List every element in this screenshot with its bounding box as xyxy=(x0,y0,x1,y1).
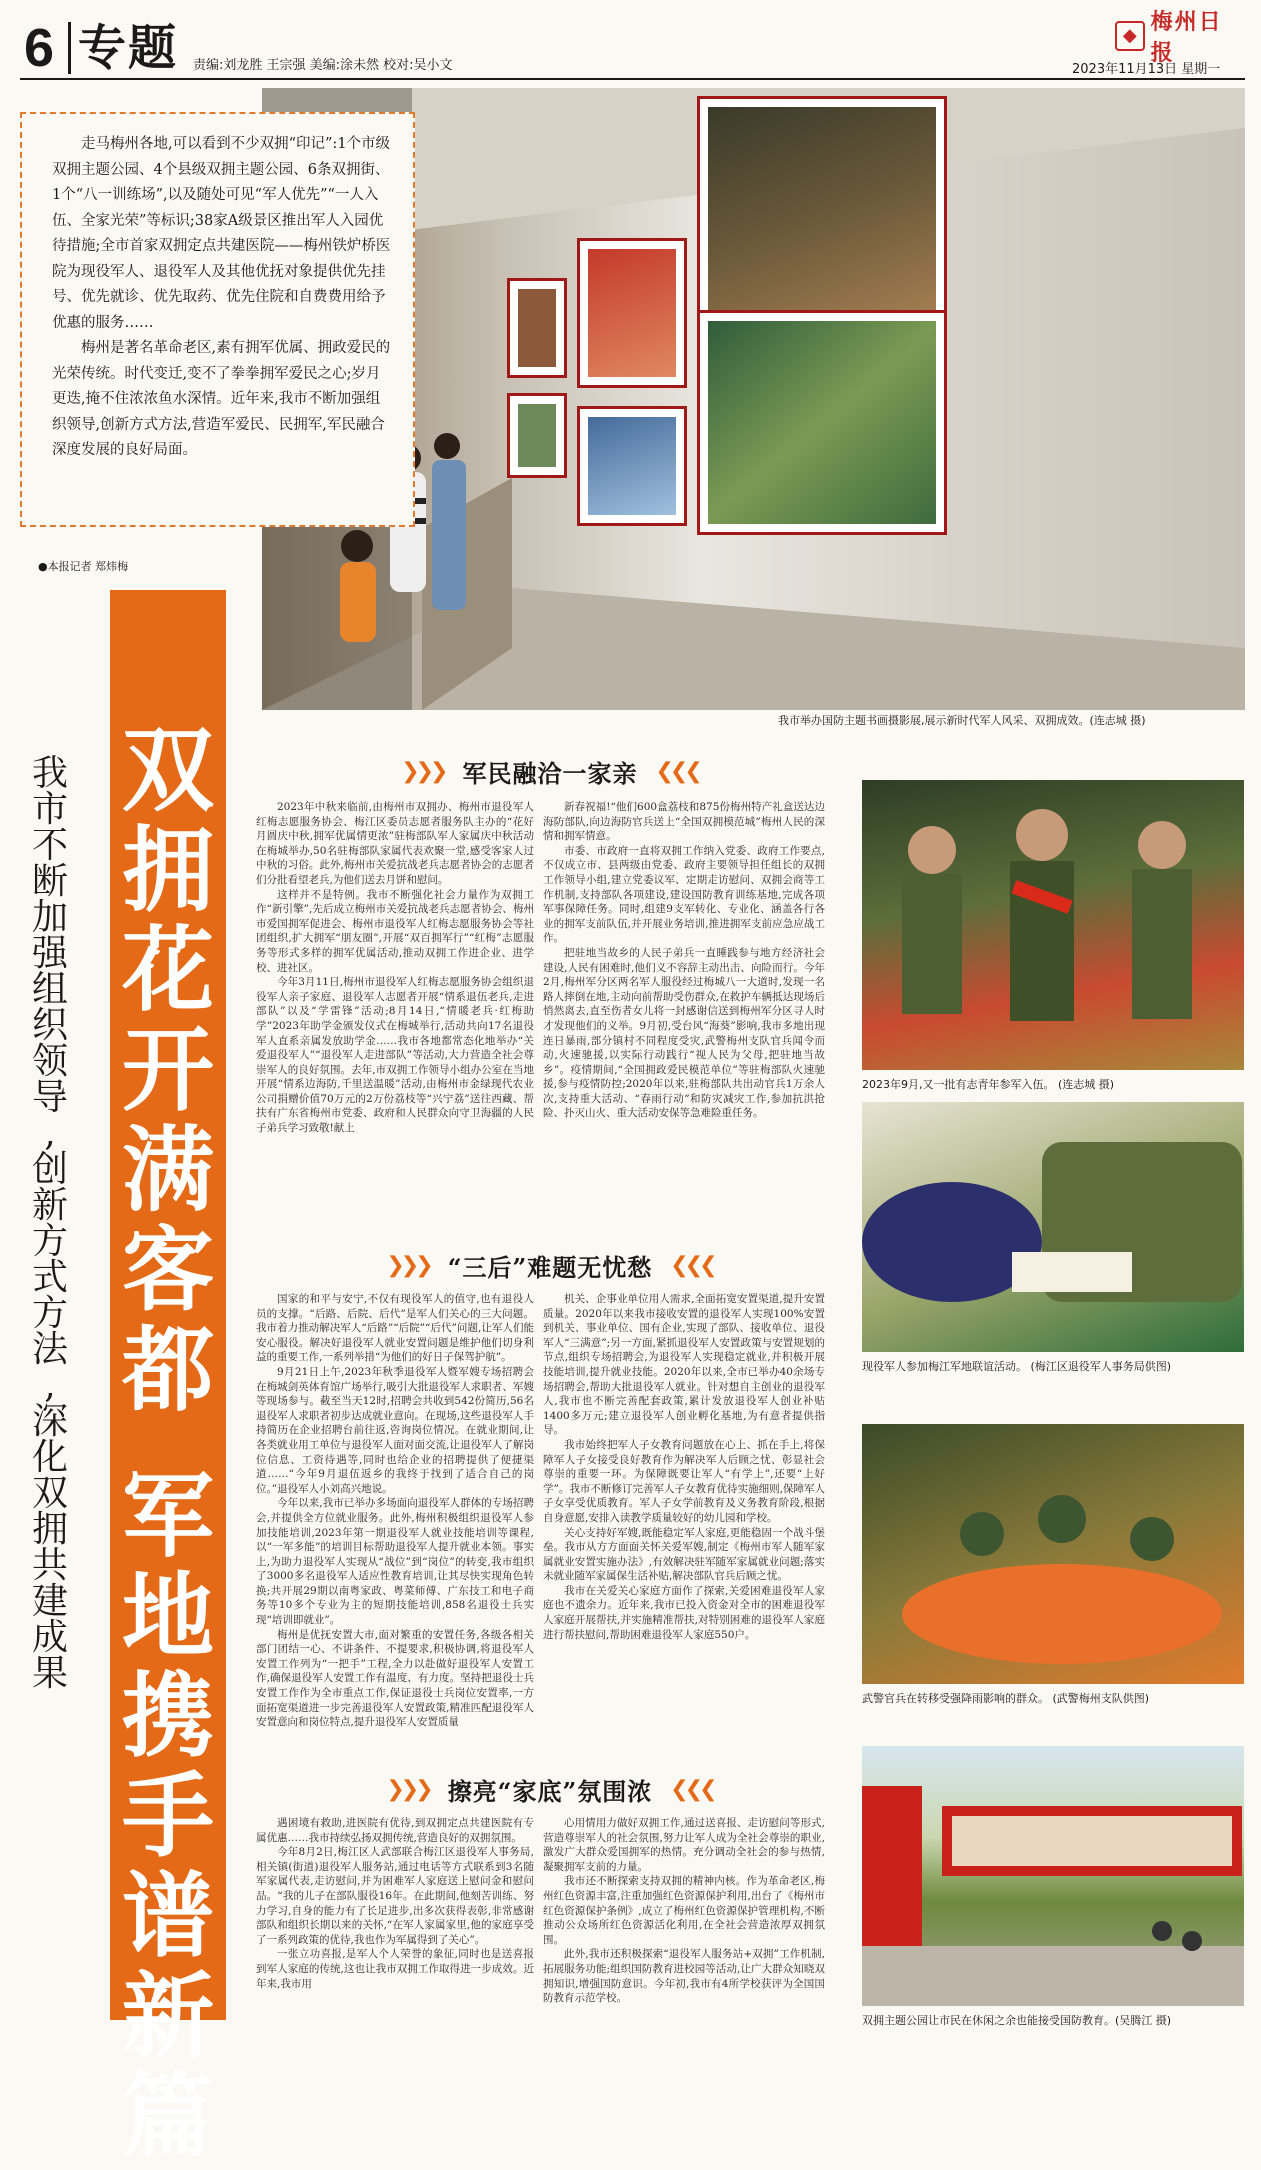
article-column xyxy=(543,800,825,1250)
headline-line xyxy=(110,716,226,1424)
headline-char: 地 xyxy=(121,1562,214,1670)
article-paragraph: 9月21日上午,2023年秋季退役军人暨军嫂专场招聘会在梅城剑英体育馆广场举行,吸引大批退役军人求职者、军嫂等现场参与。截至当天12时,招聘会共收到542份简历,56名退役军人求职者初步达成就业意向。在现场,这些退役军人手持简历在企业招聘台前往返,咨询岗位情况。在就业期间,让各类就业用工单位与退役军人面对面交流,让退役军人了解岗位信息、工资待遇等,同时也给企业的招聘提供了便捷渠道……“今年9月退伍返乡的我终于找到了适合自己的岗位。”退役军人小刘高兴地说。 xyxy=(256,1365,534,1495)
page-header xyxy=(0,0,1261,86)
subheadline-char: 果 xyxy=(31,1653,68,1694)
subheadline-char: 拥 xyxy=(31,1509,68,1550)
article-paragraph: 新春祝福!“他们600盒荔枝和875份梅州特产礼盒送达边海防部队,向边海防官兵送上“全国双拥模范城”梅州人民的深情和拥军情意。 xyxy=(543,801,825,843)
writing-scene xyxy=(862,1102,1244,1352)
subheadline-char: 织 xyxy=(31,1005,68,1046)
subheadline xyxy=(30,753,70,1694)
subheadline-char: 组 xyxy=(31,969,68,1010)
article-paragraph: 机关、企事业单位用人需求,全面拓宽安置渠道,提升安置质量。2020年以来我市接收安置的退役军人实现100%安置到机关、事业单位、国有企业,实现了部队、接收单位、退役军人“三满意”;另一方面,紧抓退役军人安置政策与安置规划的节点,组织专场招聘会,为退役军人实现稳定就业,并积极开展技能培训,提升就业技能。2020年以来,全市已举办40余场专场招聘会,帮助大批退役军人就业。针对想自主创业的退役军人,我市也不断完善配套政策,累计发放退役军人创业补贴1400多万元;建立退役军人创业孵化基地,为有意者提供指导。 xyxy=(543,1293,825,1437)
newspaper-logo xyxy=(1115,9,1245,66)
article-paragraph: 市委、市政府一直将双拥工作纳入党委、政府工作要点,不仅成立市、县两级由党委、政府主要领导担任组长的双拥工作领导小组,建立党委议军、定期走访慰问、双拥会商等工作机制,支持部队各项建设,建设国防教育训练基地,完成各项军事保障任务。同时,组建9支军转化、专业化、涵盖各行各业的拥军支前队伍,并开展业务培训,推进拥军支前应急应战工作。 xyxy=(543,844,825,945)
subheadline-char: 我 xyxy=(31,753,68,794)
photo-caption: 现役军人参加梅江军地联谊活动。 (梅江区退役军人事务局供图) xyxy=(862,1360,1172,1373)
chevron-left-icon: ❮❮❮ xyxy=(670,1252,714,1278)
logo-icon: ◆ xyxy=(1115,21,1145,51)
headline-char: 满 xyxy=(121,1116,214,1224)
exhibit-frame xyxy=(577,406,687,526)
article-paragraph: 我市还不断探索支持双拥的精神内核。作为革命老区,梅州红色资源丰富,注重加强红色资源保护利用,出台了《梅州市红色资源保护条例》,成立了梅州红色资源保护管理机构,不断推动公众场所红色资源活化利用,在全社会营造浓厚双拥氛围。 xyxy=(543,1875,825,1946)
subheadline-char: , xyxy=(44,1113,56,1154)
chevron-right-icon: ❯❯❯ xyxy=(386,1776,430,1802)
subheadline-char: 法 xyxy=(31,1329,68,1370)
issue-date: 2023年11月13日 星期一 xyxy=(1072,62,1221,77)
headline xyxy=(110,716,226,2170)
recruits-photo xyxy=(862,780,1244,1070)
article-column xyxy=(256,1292,534,1770)
subheadline-char: 式 xyxy=(31,1257,68,1298)
headline-char: 开 xyxy=(121,1016,214,1124)
article-paragraph: 遇困境有救助,进医院有优待,到双拥定点共建医院有专属优惠……我市持续弘扬双拥传统,营造良好的双拥氛围。 xyxy=(256,1817,534,1844)
article-paragraph: 2023年中秋来临前,由梅州市双拥办、梅州市退役军人红梅志愿服务协会、梅江区委员志愿者服务队主办的“花好月圆庆中秋,拥军优属情更浓”驻梅部队军人家属庆中秋活动在梅城举办,50名驻梅部队家属代表欢聚一堂,感受客家人过中秋的习俗。此外,梅州市关爱抗战老兵志愿者协会的志愿者们分批看望老兵,为他们送去月饼和慰问。 xyxy=(256,801,534,886)
photo-caption: 武警官兵在转移受强降雨影响的群众。 (武警梅州支队供图) xyxy=(862,1692,1150,1705)
headline-char: 拥 xyxy=(121,816,214,924)
article-paragraph: 心用情用力做好双拥工作,通过送喜报、走访慰问等形式,营造尊崇军人的社会氛围,努力让军人成为全社会尊崇的职业,激发广大群众爱国拥军的热情。充分调动全社会的参与热情,凝聚拥军支前的力量。 xyxy=(543,1817,825,1873)
photo-caption: 双拥主题公园让市民在休闲之余也能接受国防教育。(吴腾江 摄) xyxy=(862,2014,1172,2027)
exhibit-frame xyxy=(577,238,687,388)
article-paragraph: 关心支持好军嫂,既能稳定军人家庭,更能稳固一个战斗堡垒。我市从方方面面关怀关爱军嫂,制定《梅州市军人随军家属就业安置实施办法》,有效解决驻军随军家属就业问题;落实未就业随军家属保生活补贴,解决部队官兵后顾之忧。 xyxy=(543,1526,825,1583)
subheadline-char: 方 xyxy=(31,1221,68,1262)
article-paragraph: 把驻地当故乡的人民子弟兵一直睡践参与地方经济社会建设,人民有困难时,他们义不容辞主动出击、向险而行。今年2月,梅州军分区两名军人服役经过梅城八一大道时,发现一名路人摔倒在地,主动向前帮助受伤群众,在救护车辆抵达现场后悄然离去,直至伤者女儿将一封感谢信送到梅州军分区寻人时才发现他们的义举。9月初,受台风“海葵”影响,我市多地出现连日暴雨,部分镇村不同程度受灾,武警梅州支队官兵闻令而动,火速驰援,以实际行动践行“视人民为父母,把驻地当故乡”。疫情期间,“全国拥政爱民模范单位”等驻梅部队火速驰援,参与疫情防控;2020年以来,驻梅部队共出动官兵1万余人次,支持重大活动、“春雨行动”和防灾减灾工作,参加抗洪抢险、扑灭山火、重大活动安保等急难险重任务。 xyxy=(543,946,825,1120)
subheadline-char: 化 xyxy=(31,1437,68,1478)
section-heading-text: 军民融洽一家亲 xyxy=(462,758,638,788)
subheadline-char: 方 xyxy=(31,1293,68,1334)
article-paragraph: 国家的和平与安宁,不仅有现役军人的值守,也有退役人员的支撑。“后路、后院、后代”是军人们关心的三大问题。我市着力推动解决军人“后路”“后院”“后代”问题,让军人们能安心服役。解决好退役军人就业安置问题是维护他们切身利益的重要工作,一系列举措“为他们的好日子保驾护航”。 xyxy=(256,1293,534,1364)
subheadline-char: 断 xyxy=(31,861,68,902)
headline-char: 篇 xyxy=(121,2062,214,2170)
article-paragraph: 梅州是优抚安置大市,面对繁重的安置任务,各级各相关部门团结一心、不讲条件、不提要求,积极协调,将退役军人安置工作列为“一把手”工程,全力以赴做好退役军人安置工作,确保退役军人安置工作有温度、有力度。坚持把退役士兵安置工作作为全市重点工作,保证退役士兵岗位安置率,一方面拓宽渠道进一步完善退役军人安置政策,精准匹配退役军人安置意向和岗位特点,提升退役军人安置质量 xyxy=(256,1628,534,1729)
logo-text: 梅州日报 xyxy=(1150,9,1223,66)
article-column xyxy=(256,1816,534,2044)
article-column xyxy=(256,800,534,1250)
main-photo-caption: 我市举办国防主题书画摄影展,展示新时代军人风采、双拥成效。(连志城 摄) xyxy=(778,714,1146,727)
subheadline-char: , xyxy=(44,1365,56,1406)
section-name: 专题 xyxy=(78,20,179,76)
headline-char: 手 xyxy=(121,1762,214,1870)
article-paragraph: 今年8月2日,梅江区人武部联合梅江区退役军人事务局,相关镇(街道)退役军人服务站,通过电话等方式联系到3名随军家属代表,走访慰问,并为困难军人家庭送上慰问金和慰问品。“我的儿子在部队服役16年。在此期间,他刻苦训练、努力学习,自身的能力有了长足进步,出多次获得表彰,非常感谢部队和组织长期以来的关怀,“在军人家属家里,他的家庭享受了一系列政策的优待,我也作为军属得到了关心”。 xyxy=(256,1846,534,1946)
header-divider xyxy=(68,22,71,74)
article-paragraph: 今年3月11日,梅州市退役军人红梅志愿服务协会组织退役军人亲子家庭、退役军人志愿者开展“情系退伍老兵,走进部队”以及“学雷锋”活动;8月14日,“情暖老兵·红梅助学”2023年助学金颁发仪式在梅城举行,活动共向17名退役军人直系亲属发放助学金……我市各地都常态化地举办“关爱退役军人”“退役军人走进部队”等活动,大力营造全社会尊崇军人的良好氛围。去年,市双拥工作领导小组办公室在当地开展“情系边海防,千里送温暖”活动,由梅州市金绿现代农业公司捐赠价值70万元的2万份荔枝等“兴宁荔”送往西藏、帮扶有广东省梅州市党委、政府和人民群众向守卫海疆的人民子弟兵学习致敬!献上 xyxy=(256,976,534,1135)
section-heading xyxy=(270,1770,830,1808)
article-paragraph: 一张立功喜报,是军人个人荣誉的象征,同时也是送喜报到军人家庭的传统,这也让我市双拥工作取得进一步成效。近年来,我市用 xyxy=(256,1948,534,1990)
article-paragraph: 我市在关爱关心家庭方面作了探索,关爱困难退役军人家庭也不遗余力。近年来,我市已投入资金对全市的困难退役军人家庭开展帮扶,并实施精准帮扶,对特别困难的退役军人家庭进行帮扶慰问,帮助困难退役军人家庭550户。 xyxy=(543,1584,825,1641)
article-paragraph: 今年以来,我市已举办多场面向退役军人群体的专场招聘会,并提供全方位就业服务。此外,梅州积极组织退役军人参加技能培训,2023年第一期退役军人就业技能培训等课程,以“一军多能”的培训目标帮助退役军人提升就业本领。事实上,为助力退役军人实现从“战位”到“岗位”的转变,我市组织了3000多名退役军人适应性教育培训,让其尽快实现角色转换;共开展29期以南粤家政、粤菜师傅、广东技工和电子商务等10多个专业为主的短期技能培训,858名退役士兵实现“培训即就业”。 xyxy=(256,1497,534,1627)
page-number: 6 xyxy=(24,18,55,78)
subheadline-char: 导 xyxy=(31,1077,68,1118)
editor-credits: 责编:刘龙胜 王宗强 美编:涂未然 校对:吴小文 xyxy=(193,58,453,73)
chevron-left-icon: ❮❮❮ xyxy=(670,1776,714,1802)
recruits-scene xyxy=(862,780,1244,1070)
exhibit-frame xyxy=(507,278,567,378)
headline-char: 都 xyxy=(121,1316,214,1424)
subheadline-char: 领 xyxy=(31,1041,68,1082)
subheadline-char: 深 xyxy=(31,1401,68,1442)
headline-char: 谱 xyxy=(121,1862,214,1970)
writing-photo xyxy=(862,1102,1244,1352)
header-rule xyxy=(20,78,1245,80)
reporter-byline: ●本报记者 郑炜梅 xyxy=(38,560,129,573)
article-paragraph: 我市始终把军人子女教育问题放在心上、抓在手上,将保障军人子女接受良好教育作为解决军人后顾之忧、彰显社会尊崇的重要一环。为保障既要让军人“有学上”,还要“上好学”。我市不断修订完善军人子女教育优待实施细则,保障军人子女享受优质教育。军人子女学前教育及义务教育阶段,根据自身意愿,安排入读教学质量较好的幼儿园和学校。 xyxy=(543,1438,825,1524)
headline-char: 新 xyxy=(121,1962,214,2070)
subheadline-char: 双 xyxy=(31,1473,68,1514)
section-heading-text: 擦亮“家底”氛围浓 xyxy=(447,1776,653,1806)
chevron-right-icon: ❯❯❯ xyxy=(401,758,445,784)
subheadline-char: 共 xyxy=(31,1545,68,1586)
chevron-right-icon: ❯❯❯ xyxy=(386,1252,430,1278)
exhibit-frame xyxy=(697,310,947,535)
park-photo xyxy=(862,1746,1244,2006)
rescue-photo xyxy=(862,1424,1244,1684)
section-heading-text: “三后”难题无忧愁 xyxy=(447,1252,653,1282)
headline-char: 携 xyxy=(121,1662,214,1770)
subheadline-char: 建 xyxy=(31,1581,68,1622)
photo-caption: 2023年9月,又一批有志青年参军入伍。 (连志城 摄) xyxy=(862,1078,1115,1091)
subheadline-char: 成 xyxy=(31,1617,68,1658)
intro-box xyxy=(20,112,415,527)
subheadline-char: 强 xyxy=(31,933,68,974)
headline-line xyxy=(110,1462,226,2170)
intro-paragraph: 走马梅州各地,可以看到不少双拥“印记”:1个市级双拥主题公园、4个县级双拥主题公园、6条双拥街、1个“八一训练场”,以及随处可见“军人优先”“一人入伍、全家光荣”等标识;38家A级景区推出军人入园优待措施;全市首家双拥定点共建医院——梅州铁炉桥医院为现役军人、退役军人及其他优抚对象提供优先挂号、优先就诊、优先取药、优先住院和自费费用给予优惠的服务…… xyxy=(52,136,391,331)
article-column xyxy=(543,1292,825,1770)
park-scene xyxy=(862,1746,1244,2006)
exhibit-frame xyxy=(507,393,567,478)
article-column xyxy=(543,1816,825,2044)
headline-char: 客 xyxy=(121,1216,214,1324)
subheadline-char: 创 xyxy=(31,1149,68,1190)
subheadline-char: 市 xyxy=(31,789,68,830)
headline-char: 花 xyxy=(121,916,214,1024)
article-paragraph: 这样并不是特例。我市不断强化社会力量作为双拥工作“新引擎”,先后成立梅州市关爱抗战老兵志愿者协会、梅州市爱国拥军促进会、梅州市退役军人红梅志愿服务协会等社团组织,扩大拥军“朋友圈”,开展“双百拥军行”“红梅”志愿服务等形式多样的拥军优属活动,推动双拥工作进企业、进学校、进社区。 xyxy=(256,888,534,974)
article-paragraph: 此外,我市还积极探索“退役军人服务站+双拥”工作机制,拓展服务功能;组织国防教育进校园等活动,让广大群众知晓双拥知识,增强国防意识。今年初,我市有4所学校获评为全国国防教育示范学校。 xyxy=(543,1948,825,2005)
chevron-left-icon: ❮❮❮ xyxy=(655,758,699,784)
section-heading xyxy=(270,752,830,790)
headline-char: 双 xyxy=(121,716,214,824)
subheadline-char: 不 xyxy=(31,825,68,866)
rescue-scene xyxy=(862,1424,1244,1684)
headline-char: 军 xyxy=(121,1462,214,1570)
section-heading xyxy=(270,1246,830,1284)
intro-paragraph: 梅州是著名革命老区,素有拥军优属、拥政爱民的光荣传统。时代变迁,变不了拳拳拥军爱民之心;岁月更迭,掩不住浓浓鱼水深情。近年来,我市不断加强组织领导,创新方式方法,营造军爱民、民拥军,军民融合深度发展的良好局面。 xyxy=(52,340,391,458)
subheadline-char: 加 xyxy=(31,897,68,938)
subheadline-char: 新 xyxy=(31,1185,68,1226)
